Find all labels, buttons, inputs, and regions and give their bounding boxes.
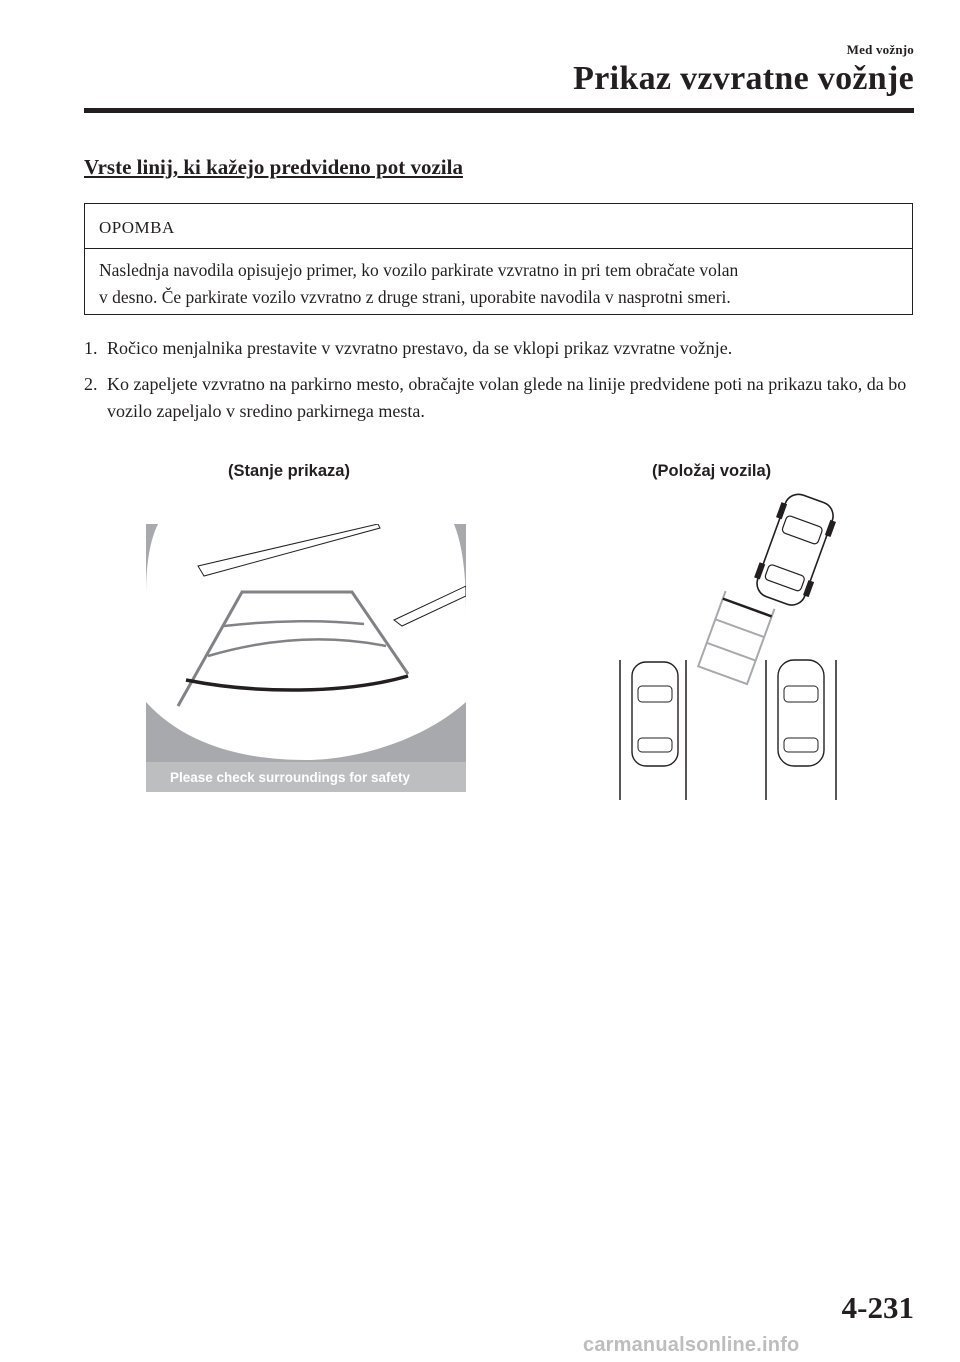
reversing-car-icon [749,490,840,610]
note-body [99,257,899,311]
note-title: OPOMBA [99,218,175,237]
header-rule [84,108,914,113]
step-number: 2. [84,374,98,394]
step-item [84,371,919,425]
rear-camera-display [146,524,466,792]
page-title: Prikaz vzvratne vožnje [573,60,914,97]
vehicle-caption: (Položaj vozila) [652,462,772,480]
step-text: Ročico menjalnika prestavite v vzvratno prestavo, da se vklopi prikaz vzvratne vožnje. [107,338,733,358]
watermark: carmanualsonline.info [583,1334,800,1356]
step-text: Ko zapeljete vzvratno na parkirno mesto, obračajte volan glede na linije predvidene poti na prikazu tako, da bo vozilo zapeljalo v sredino parkirnega mesta. [107,374,907,421]
note-divider [85,248,912,249]
vehicle-position-diagram [600,490,860,810]
note-box [84,203,913,315]
step-item [84,335,919,362]
screen-banner-text: Please check surroundings for safety [169,770,411,785]
parked-car-right-icon [778,660,824,766]
section-heading: Vrste linij, ki kažejo predvideno pot vozila [84,155,463,179]
step-number: 1. [84,338,98,358]
page-number: 4-231 [841,1290,914,1325]
parked-car-left-icon [632,662,678,766]
header-section: Med vožnjo [846,42,914,57]
steps-list [84,335,919,434]
note-line: Naslednja navodila opisujejo primer, ko vozilo parkirate vzvratno in pri tem obračate volan [99,260,739,280]
note-line: v desno. Če parkirate vozilo vzvratno z druge strani, uporabite navodila v nasprotni smeri. [99,287,731,307]
display-caption: (Stanje prikaza) [228,462,350,480]
